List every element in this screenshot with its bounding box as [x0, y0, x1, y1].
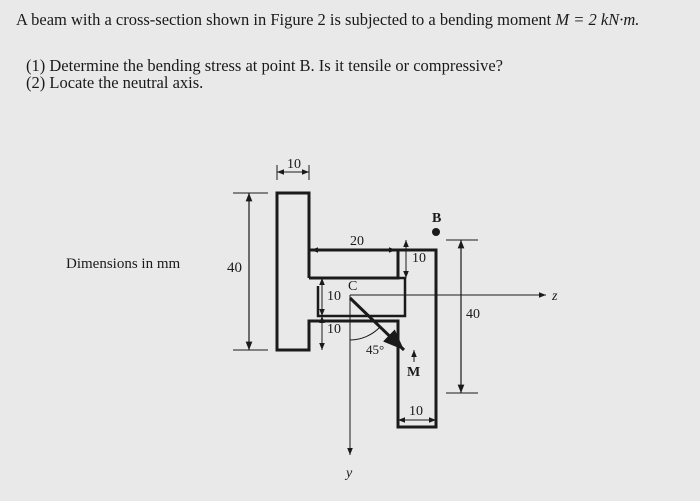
angle-label: 45° [366, 342, 385, 357]
dim-bottom-width-label: 10 [409, 404, 423, 419]
dim-left-height-label: 40 [227, 260, 242, 276]
dim-web-lower-label: 10 [327, 322, 341, 337]
moment-value: M = 2 kN·m. [555, 10, 640, 29]
question-1: (1) Determine the bending stress at point B. Is it tensile or compressive? [26, 56, 504, 75]
dim-top-width-label: 10 [287, 157, 301, 172]
dim-web-upper-label: 10 [327, 289, 341, 304]
dimensions-note: Dimensions in mm [66, 256, 181, 272]
centroid-label: C [348, 279, 358, 294]
dim-flange-thk-label: 10 [412, 251, 426, 266]
y-axis-label: y [346, 466, 353, 481]
point-b-marker [432, 228, 440, 236]
moment-label: M [407, 365, 421, 380]
cross-section-outline [277, 193, 436, 427]
dim-flange-label: 20 [350, 234, 364, 249]
point-b-label: B [432, 211, 442, 226]
dim-right-height-label: 40 [466, 307, 480, 322]
question-2: (2) Locate the neutral axis. [26, 73, 204, 92]
angle-arc [350, 327, 380, 340]
z-axis-label: z [552, 289, 558, 304]
statement-text: A beam with a cross-section shown in Figure 2 is subjected to a bending moment [16, 10, 556, 29]
